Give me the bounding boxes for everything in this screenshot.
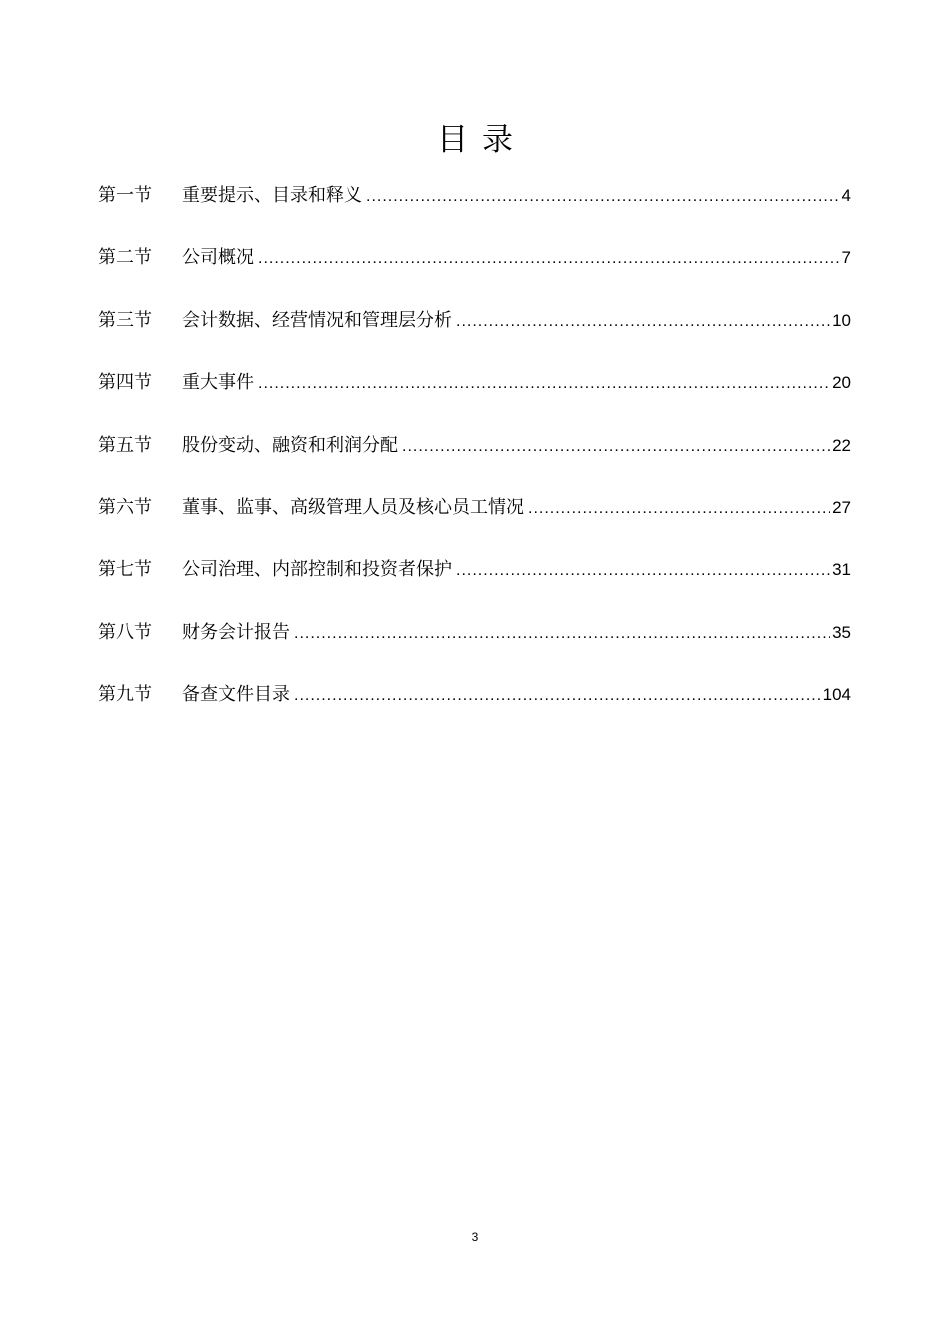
toc-entry[interactable]: [98, 365, 851, 427]
toc-dot-leader: [366, 179, 840, 215]
toc-page-number: 104: [822, 685, 851, 705]
toc-dot-leader: [258, 241, 840, 277]
toc-page-number: 31: [832, 560, 851, 580]
toc-section-number: 第二节: [98, 247, 152, 269]
toc-page-number: 10: [832, 310, 851, 330]
toc-entry[interactable]: [98, 428, 851, 490]
toc-section-title: 重要提示、目录和释义: [182, 185, 362, 206]
toc-section-number: 第八节: [98, 621, 152, 643]
toc-section-title: 备查文件目录: [182, 684, 290, 706]
toc-entry[interactable]: [98, 490, 851, 552]
toc-section-title: 股份变动、融资和利润分配: [182, 434, 398, 456]
toc-section-title: 会计数据、经营情况和管理层分析: [182, 309, 452, 331]
toc-section-number: 第一节: [98, 185, 152, 206]
toc-page-number: 20: [832, 373, 851, 393]
toc-dot-leader: [528, 491, 830, 527]
toc-section-number: 第六节: [98, 496, 152, 518]
toc-section-number: 第七节: [98, 559, 152, 581]
toc-entry[interactable]: [98, 677, 851, 739]
toc-entry[interactable]: [98, 240, 851, 302]
toc-dot-leader: [258, 366, 830, 402]
toc-dot-leader: [456, 304, 830, 340]
toc-section-title: 公司概况: [182, 247, 254, 269]
toc-section-title: 财务会计报告: [182, 621, 290, 643]
toc-entry[interactable]: [98, 615, 851, 677]
toc-page-number: 35: [832, 622, 851, 642]
toc-section-number: 第四节: [98, 372, 152, 394]
toc-section-number: 第五节: [98, 434, 152, 456]
page-title: 目录: [437, 122, 527, 158]
toc-dot-leader: [456, 553, 830, 589]
table-of-contents: [98, 178, 851, 740]
toc-section-title: 公司治理、内部控制和投资者保护: [182, 559, 452, 581]
toc-page-number: 4: [841, 186, 851, 205]
page-number: 3: [471, 1230, 479, 1244]
toc-dot-leader: [294, 616, 830, 652]
toc-section-number: 第九节: [98, 684, 152, 706]
toc-section-title: 董事、监事、高级管理人员及核心员工情况: [182, 496, 524, 518]
toc-entry[interactable]: [98, 178, 851, 240]
toc-page-number: 7: [841, 248, 851, 268]
toc-dot-leader: [294, 678, 821, 714]
toc-page-number: 27: [832, 497, 851, 517]
toc-section-number: 第三节: [98, 309, 152, 331]
toc-entry[interactable]: [98, 303, 851, 365]
toc-entry[interactable]: [98, 552, 851, 614]
toc-dot-leader: [402, 429, 830, 465]
toc-page-number: 22: [832, 435, 851, 455]
toc-section-title: 重大事件: [182, 372, 254, 394]
